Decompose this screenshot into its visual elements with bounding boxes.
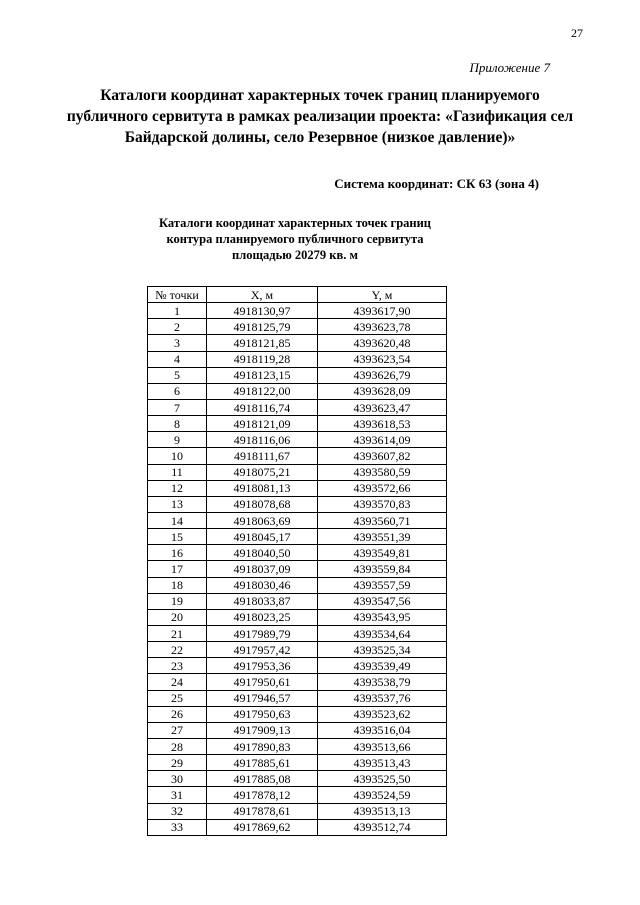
y-coordinate-cell: 4393617,90 — [318, 303, 447, 319]
x-coordinate-cell: 4917869,62 — [207, 819, 318, 835]
table-row — [148, 674, 447, 690]
x-coordinate-cell: 4917953,36 — [207, 658, 318, 674]
x-coordinate-cell: 4918033,87 — [207, 593, 318, 609]
table-row — [148, 416, 447, 432]
x-coordinate-cell: 4917957,42 — [207, 642, 318, 658]
y-coordinate-cell: 4393512,74 — [318, 819, 447, 835]
x-coordinate-cell: 4917885,08 — [207, 771, 318, 787]
y-coordinate-cell: 4393539,49 — [318, 658, 447, 674]
y-coordinate-cell: 4393626,79 — [318, 367, 447, 383]
y-coordinate-cell: 4393551,39 — [318, 529, 447, 545]
point-number-cell: 4 — [148, 351, 207, 367]
x-coordinate-cell: 4918030,46 — [207, 577, 318, 593]
y-coordinate-cell: 4393513,66 — [318, 738, 447, 754]
point-number-cell: 16 — [148, 545, 207, 561]
point-number-cell: 15 — [148, 529, 207, 545]
point-number-cell: 1 — [148, 303, 207, 319]
x-coordinate-cell: 4918045,17 — [207, 529, 318, 545]
table-row — [148, 496, 447, 512]
y-coordinate-cell: 4393623,78 — [318, 319, 447, 335]
x-coordinate-cell: 4918023,25 — [207, 609, 318, 625]
point-number-cell: 31 — [148, 787, 207, 803]
y-coordinate-cell: 4393618,53 — [318, 416, 447, 432]
appendix-label: Приложение 7 — [469, 60, 550, 75]
catalog-subtitle-line-3: площадью 20279 кв. м — [232, 248, 358, 262]
table-row — [148, 464, 447, 480]
x-coordinate-cell: 4918116,06 — [207, 432, 318, 448]
table-header-row — [148, 287, 447, 303]
x-coordinate-cell: 4918125,79 — [207, 319, 318, 335]
document-title-line-3: Байдарской долины, село Резервное (низкое давление)» — [124, 129, 516, 146]
point-number-cell: 30 — [148, 771, 207, 787]
table-row — [148, 561, 447, 577]
y-coordinate-cell: 4393614,09 — [318, 432, 447, 448]
point-number-cell: 21 — [148, 625, 207, 641]
y-coordinate-cell: 4393572,66 — [318, 480, 447, 496]
point-number-cell: 26 — [148, 706, 207, 722]
x-coordinate-cell: 4918078,68 — [207, 496, 318, 512]
table-row — [148, 335, 447, 351]
table-row — [148, 512, 447, 528]
point-number-cell: 6 — [148, 383, 207, 399]
table-row — [148, 787, 447, 803]
point-number-cell: 7 — [148, 399, 207, 415]
y-coordinate-cell: 4393513,13 — [318, 803, 447, 819]
point-number-cell: 27 — [148, 722, 207, 738]
x-coordinate-cell: 4917909,13 — [207, 722, 318, 738]
point-number-cell: 25 — [148, 690, 207, 706]
table-row — [148, 529, 447, 545]
point-number-cell: 20 — [148, 609, 207, 625]
x-coordinate-cell: 4918037,09 — [207, 561, 318, 577]
x-coordinate-cell: 4918119,28 — [207, 351, 318, 367]
column-header-point-number: № точки — [148, 287, 207, 303]
point-number-cell: 10 — [148, 448, 207, 464]
point-number-cell: 14 — [148, 512, 207, 528]
x-coordinate-cell: 4917878,12 — [207, 787, 318, 803]
point-number-cell: 2 — [148, 319, 207, 335]
table-row — [148, 319, 447, 335]
table-row — [148, 593, 447, 609]
y-coordinate-cell: 4393559,84 — [318, 561, 447, 577]
point-number-cell: 12 — [148, 480, 207, 496]
y-coordinate-cell: 4393570,83 — [318, 496, 447, 512]
table-row — [148, 625, 447, 641]
table-row — [148, 577, 447, 593]
y-coordinate-cell: 4393523,62 — [318, 706, 447, 722]
point-number-cell: 23 — [148, 658, 207, 674]
catalog-subtitle — [130, 215, 460, 263]
catalog-subtitle-line-2: контура планируемого публичного сервитута — [166, 232, 424, 246]
y-coordinate-cell: 4393557,59 — [318, 577, 447, 593]
y-coordinate-cell: 4393607,82 — [318, 448, 447, 464]
coordinates-table — [147, 286, 447, 836]
point-number-cell: 5 — [148, 367, 207, 383]
table-row — [148, 738, 447, 754]
x-coordinate-cell: 4918121,09 — [207, 416, 318, 432]
y-coordinate-cell: 4393580,59 — [318, 464, 447, 480]
x-coordinate-cell: 4918130,97 — [207, 303, 318, 319]
y-coordinate-cell: 4393543,95 — [318, 609, 447, 625]
point-number-cell: 29 — [148, 755, 207, 771]
y-coordinate-cell: 4393513,43 — [318, 755, 447, 771]
table-row — [148, 399, 447, 415]
y-coordinate-cell: 4393620,48 — [318, 335, 447, 351]
point-number-cell: 17 — [148, 561, 207, 577]
point-number-cell: 32 — [148, 803, 207, 819]
table-row — [148, 771, 447, 787]
y-coordinate-cell: 4393525,50 — [318, 771, 447, 787]
point-number-cell: 13 — [148, 496, 207, 512]
point-number-cell: 3 — [148, 335, 207, 351]
point-number-cell: 8 — [148, 416, 207, 432]
y-coordinate-cell: 4393516,04 — [318, 722, 447, 738]
document-title — [40, 85, 600, 148]
table-row — [148, 303, 447, 319]
table-row — [148, 642, 447, 658]
y-coordinate-cell: 4393560,71 — [318, 512, 447, 528]
table-row — [148, 367, 447, 383]
x-coordinate-cell: 4918081,13 — [207, 480, 318, 496]
table-row — [148, 383, 447, 399]
x-coordinate-cell: 4918075,21 — [207, 464, 318, 480]
document-title-line-1: Каталоги координат характерных точек границ планируемого — [100, 87, 540, 104]
y-coordinate-cell: 4393538,79 — [318, 674, 447, 690]
table-row — [148, 448, 447, 464]
x-coordinate-cell: 4917950,63 — [207, 706, 318, 722]
point-number-cell: 11 — [148, 464, 207, 480]
point-number-cell: 22 — [148, 642, 207, 658]
point-number-cell: 33 — [148, 819, 207, 835]
table-body — [148, 303, 447, 836]
point-number-cell: 24 — [148, 674, 207, 690]
y-coordinate-cell: 4393537,76 — [318, 690, 447, 706]
x-coordinate-cell: 4918111,67 — [207, 448, 318, 464]
table-row — [148, 803, 447, 819]
x-coordinate-cell: 4917989,79 — [207, 625, 318, 641]
column-header-x: X, м — [207, 287, 318, 303]
y-coordinate-cell: 4393623,47 — [318, 399, 447, 415]
y-coordinate-cell: 4393549,81 — [318, 545, 447, 561]
y-coordinate-cell: 4393547,56 — [318, 593, 447, 609]
column-header-y: Y, м — [318, 287, 447, 303]
x-coordinate-cell: 4918121,85 — [207, 335, 318, 351]
x-coordinate-cell: 4918063,69 — [207, 512, 318, 528]
point-number-cell: 18 — [148, 577, 207, 593]
page-number: 27 — [571, 26, 583, 40]
y-coordinate-cell: 4393628,09 — [318, 383, 447, 399]
catalog-subtitle-line-1: Каталоги координат характерных точек границ — [158, 216, 431, 230]
table-row — [148, 706, 447, 722]
x-coordinate-cell: 4917946,57 — [207, 690, 318, 706]
table-row — [148, 609, 447, 625]
x-coordinate-cell: 4917950,61 — [207, 674, 318, 690]
point-number-cell: 9 — [148, 432, 207, 448]
y-coordinate-cell: 4393525,34 — [318, 642, 447, 658]
y-coordinate-cell: 4393524,59 — [318, 787, 447, 803]
y-coordinate-cell: 4393623,54 — [318, 351, 447, 367]
x-coordinate-cell: 4917885,61 — [207, 755, 318, 771]
x-coordinate-cell: 4917878,61 — [207, 803, 318, 819]
table-row — [148, 690, 447, 706]
document-title-line-2: публичного сервитута в рамках реализации проекта: «Газификация сел — [66, 108, 574, 125]
table-row — [148, 819, 447, 835]
table-row — [148, 755, 447, 771]
point-number-cell: 19 — [148, 593, 207, 609]
table-row — [148, 722, 447, 738]
coordinate-system-label: Система координат: СК 63 (зона 4) — [334, 176, 539, 191]
x-coordinate-cell: 4918040,50 — [207, 545, 318, 561]
table-row — [148, 432, 447, 448]
table-row — [148, 351, 447, 367]
table-row — [148, 480, 447, 496]
x-coordinate-cell: 4918122,00 — [207, 383, 318, 399]
table-row — [148, 658, 447, 674]
x-coordinate-cell: 4917890,83 — [207, 738, 318, 754]
y-coordinate-cell: 4393534,64 — [318, 625, 447, 641]
x-coordinate-cell: 4918116,74 — [207, 399, 318, 415]
x-coordinate-cell: 4918123,15 — [207, 367, 318, 383]
point-number-cell: 28 — [148, 738, 207, 754]
table-row — [148, 545, 447, 561]
